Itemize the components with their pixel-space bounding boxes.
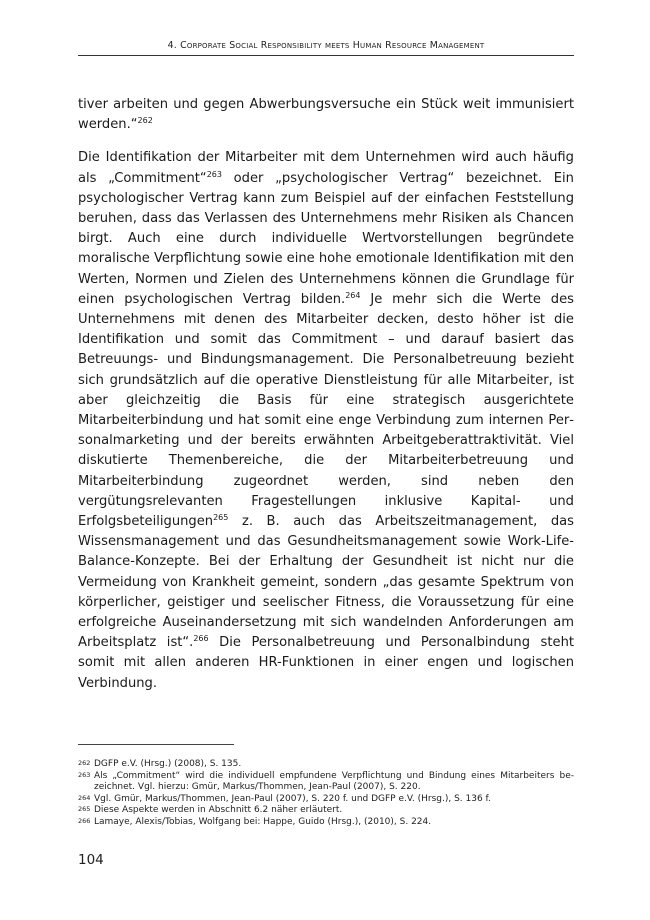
footnote-263 — [78, 771, 574, 794]
footnote-ref-263[interactable]: 263 — [206, 169, 222, 179]
main-body — [78, 95, 574, 707]
header-rule — [78, 55, 574, 56]
footnote-266 — [78, 817, 574, 829]
footnote-text: Diese Aspekte werden in Abschnitt 6.2 näher erläutert. — [94, 805, 343, 816]
footnote-number: 266 — [78, 816, 91, 825]
paragraph-2-seg-5: Die Personalbetreuung und Personalbindung steht somit mit allen anderen HR-Funktionen in einer engen und logischen Verbindung. — [78, 635, 574, 691]
page-number: 104 — [78, 852, 104, 868]
paragraph-2-seg-2: oder „psychologischer Vertrag“ bezeichnet. Ein psychologischer Vertrag kann zum Beispiel auf der einfachen Feststellung beruhen, dass das Verlassen des Unternehmens mehr Risiken als Chancen birgt. Auch eine durch individuelle Wertvorstellungen begründete moralische Verpflichtung sowie eine hohe emotionale Identifikation mit den Werten, Normen und Zielen des Unternehmens können die Grundlage für einen psychologischen Vertrag bilden. — [78, 170, 575, 307]
footnote-number: 264 — [78, 793, 91, 802]
footnote-number: 262 — [78, 759, 91, 767]
footnote-ref-265[interactable]: 265 — [213, 513, 229, 523]
footnote-text: Als „Commitment“ wird die individuell empfundene Verpflichtung und Bindung eines Mitarbeiters bezeichnet. Vgl. hierzu: Gmür, Markus/Thommen, Jean-Paul (2007), S. 220. — [94, 770, 574, 793]
footnote-number: 265 — [78, 805, 91, 814]
paragraph-2-seg-4: z. B. auch das Arbeitszeitmanagement, das Wissensmanagement und das Gesundheitsmanagement sowie Work-Life-Balance-Konzepte. Bei der Erhaltung der Gesundheit ist nicht nur die Vermeidung von Krankheit gemeint, sondern „das gesamte Spektrum von körperlicher, geistiger und seelischer Fitness, die Voraussetzung für eine erfolgreiche Auseinandersetzung mit sich wandelnden Anforderungen am Arbeitsplatz ist“. — [78, 514, 574, 651]
footnote-265 — [78, 805, 574, 817]
footnotes — [78, 759, 574, 829]
footnote-ref-264[interactable]: 264 — [345, 290, 361, 300]
footnote-ref-262[interactable]: 262 — [137, 116, 153, 126]
footnote-number: 263 — [78, 770, 91, 779]
paragraph-1-text: tiver arbeiten und gegen Abwerbungsversuche ein Stück weit immunisiert werden.“ — [78, 97, 574, 133]
footnote-264 — [78, 794, 574, 806]
footnote-text: Lamaye, Alexis/Tobias, Wolfgang bei: Happe, Guido (Hrsg.), (2010), S. 224. — [94, 816, 432, 827]
paragraph-2-seg-3: Je mehr sich die Werte des Unternehmens mit denen des Mitarbeiter decken, desto höher ist die Identifikation und somit das Commitment – und darauf basiert das Betreuungs- und Bindungsmanagement. Die Personalbetreuung bezieht sich grundsätzlich auf die operative Dienstleistung für alle Mitarbeiter, ist aber gleichzeitig die Basis für eine strategisch ausgerichtete Mitarbeiterbindung und hat somit eine enge Verbindung zum internen Personalmarketing und der bereits erwähnten Arbeitgeberattraktivität. Viel diskutierte Themenbereiche, die der Mitarbeiterbetreuung und Mitarbeiterbindung zugeordnet werden, sind neben den vergütungsrelevanten Fragestellungen inklusive Kapital- und Erfolgsbeteiligungen — [78, 291, 574, 530]
paragraph-2-seg-1: Die Identifikation der Mitarbeiter mit dem Unternehmen wird auch häufig als „Commitment“ — [78, 150, 574, 186]
paragraph-2 — [78, 148, 574, 693]
footnote-text: DGFP e.V. (Hrsg.) (2008), S. 135. — [94, 759, 242, 769]
footnote-262 — [78, 759, 574, 771]
running-header-title: 4. Corporate Social Responsibility meets Human Resource Management — [167, 40, 485, 51]
running-header — [78, 40, 574, 51]
footnote-ref-266[interactable]: 266 — [193, 634, 209, 644]
paragraph-1 — [78, 95, 574, 135]
footnote-separator — [78, 744, 234, 745]
footnote-text: Vgl. Gmür, Markus/Thommen, Jean-Paul (2007), S. 220 f. und DGFP e.V. (Hrsg.), S. 136 f. — [94, 793, 491, 804]
